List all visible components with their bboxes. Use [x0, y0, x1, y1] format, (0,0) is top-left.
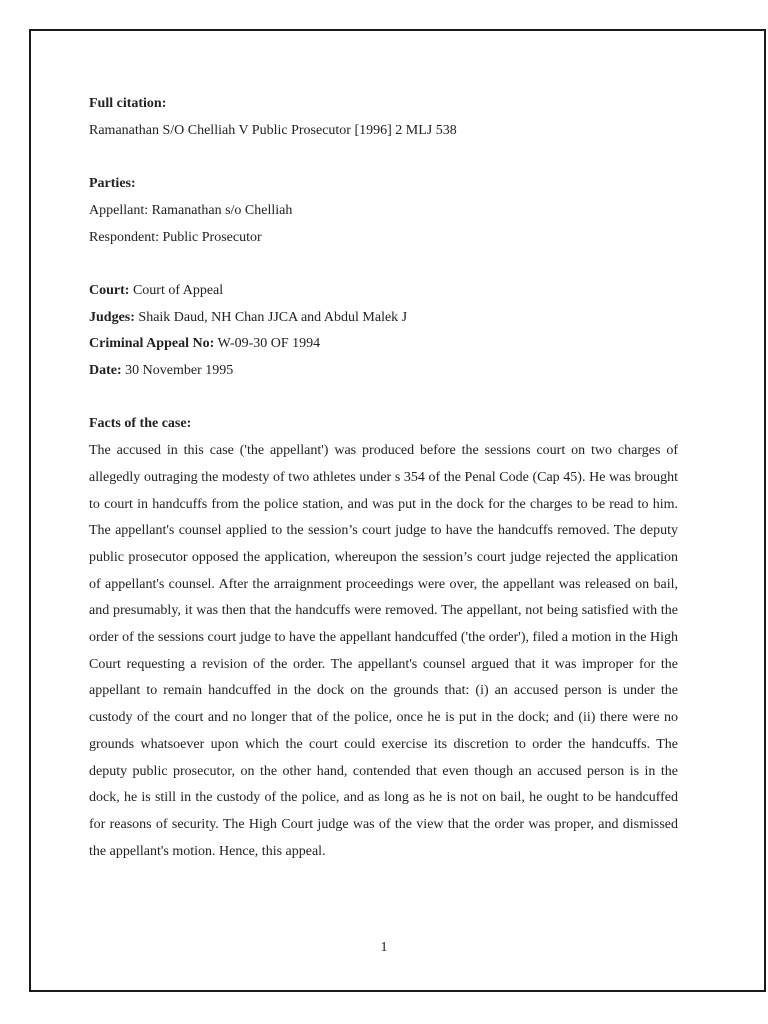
spacer [89, 251, 678, 278]
court-line [89, 278, 678, 305]
facts-heading: Facts of the case: [89, 416, 192, 432]
judges-label: Judges: [89, 309, 135, 325]
appeal-value: W-09-30 OF 1994 [214, 336, 321, 352]
court-value: Court of Appeal [129, 282, 224, 298]
facts-paragraph: The accused in this case ('the appellant') was produced before the sessions court on two charges of allegedly outraging the modesty of two athletes under s 354 of the Penal Code (Cap 45). He was brought to court in handcuffs from the police station, and was put in the dock for the charges to be read to him. The appellant's counsel applied to the session’s court judge to have the handcuffs removed. The deputy public prosecutor opposed the application, whereupon the session’s court judge rejected the application of appellant's counsel. After the arraignment proceedings were over, the appellant was released on bail, and presumably, it was then that the handcuffs were removed. The appellant, not being satisfied with the order of the sessions court judge to have the appellant handcuffed ('the order'), filed a motion in the High Court requesting a revision of the order. The appellant's counsel argued that it was improper for the appellant to remain handcuffed in the dock on the grounds that: (i) an accused person is under the custody of the court and no longer that of the police, once he is put in the dock; and (ii) there were no grounds whatsoever upon which the court could exercise its discretion to order the handcuffs. The deputy public prosecutor, on the other hand, contended that even though an accused person is in the dock, he is still in the custody of the police, and as long as he is not on bail, he ought to be handcuffed for reasons of security. The High Court judge was of the view that the order was proper, and dismissed the appellant's motion. Hence, this appeal. [89, 443, 678, 859]
parties-heading: Parties: [89, 176, 136, 192]
appeal-label: Criminal Appeal No: [89, 336, 215, 352]
citation-text: Ramanathan S/O Chelliah V Public Prosecutor [1996] 2 MLJ 538 [89, 122, 457, 138]
date-value: 30 November 1995 [121, 363, 234, 378]
appellant-line: Appellant: Ramanathan s/o Chelliah [89, 202, 293, 218]
appeal-line [89, 331, 678, 358]
spacer [89, 144, 678, 171]
respondent-line: Respondent: Public Prosecutor [89, 229, 262, 245]
judges-line [89, 305, 678, 332]
page-number: 1 [380, 940, 388, 955]
date-label: Date: [89, 363, 122, 378]
document-content [89, 91, 678, 865]
spacer [89, 385, 678, 412]
court-label: Court: [89, 282, 130, 298]
date-line [89, 358, 678, 385]
citation-heading: Full citation: [89, 96, 167, 111]
judges-value: Shaik Daud, NH Chan JJCA and Abdul Malek J [134, 309, 408, 325]
